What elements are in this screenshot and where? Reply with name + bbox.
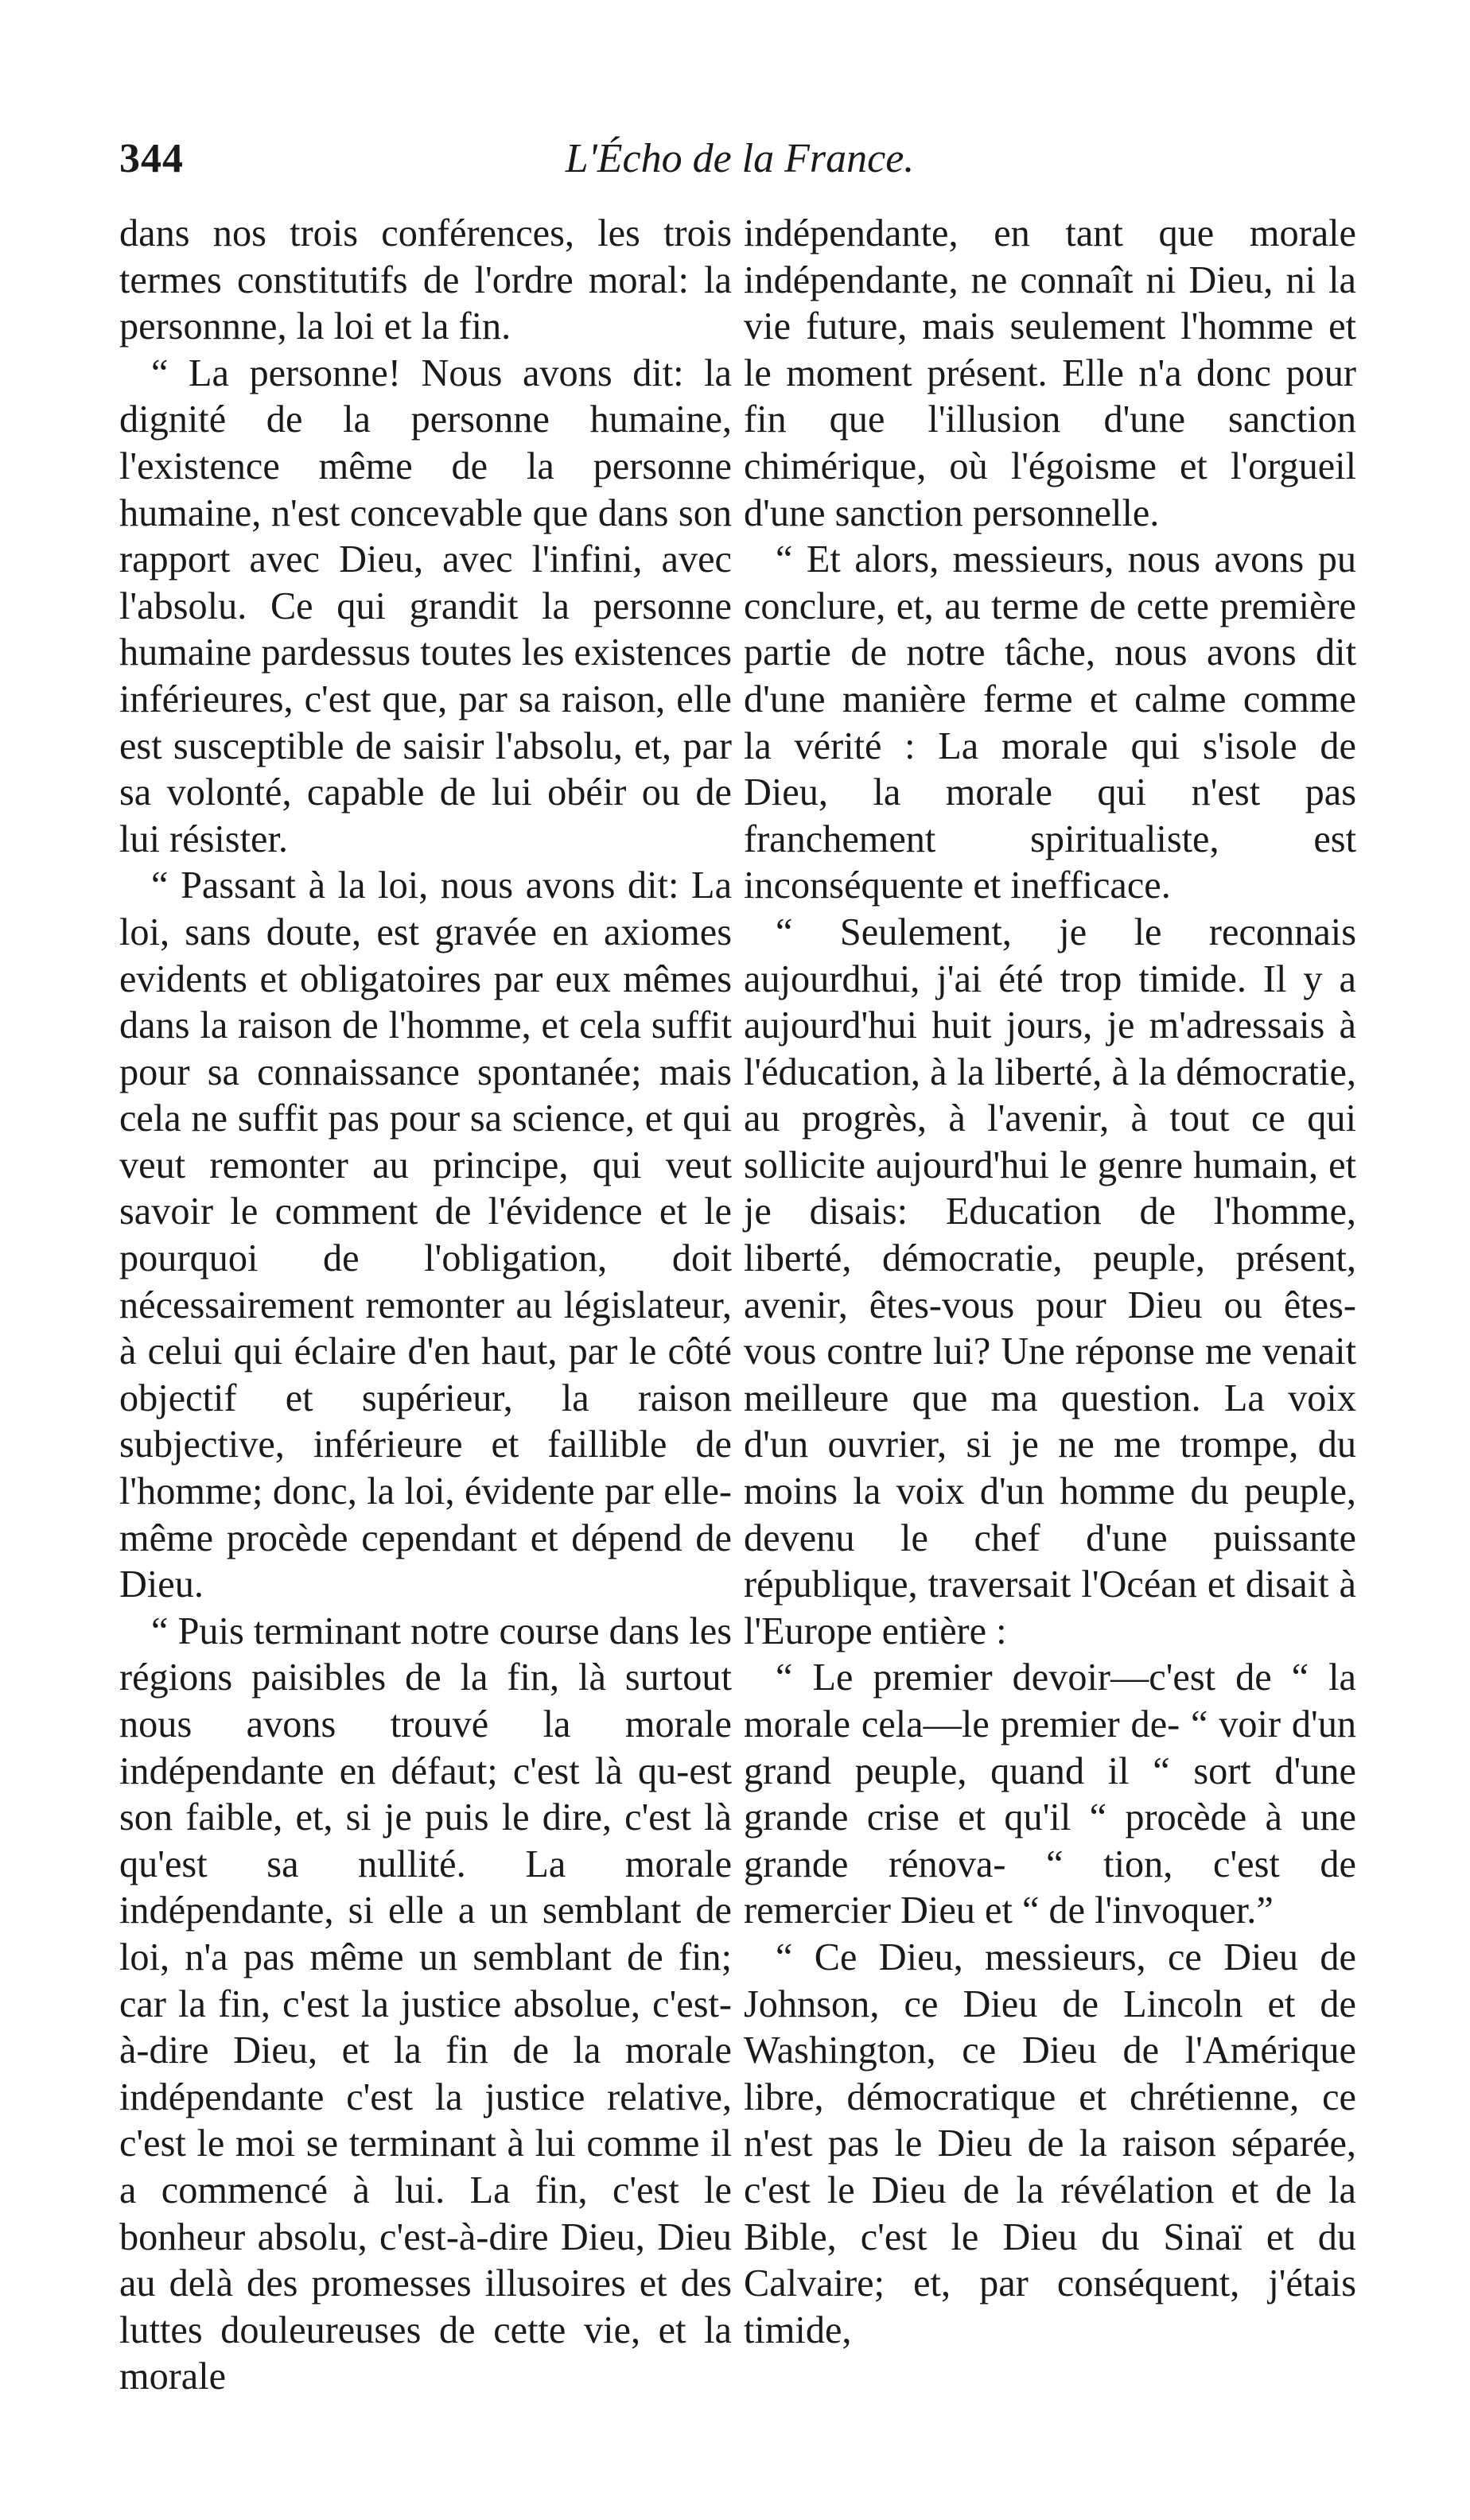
- paragraph: “ Puis terminant notre course dans les régions paisibles de la fin, là surtout nous avons trouvé la morale indépendante en défaut; c'est là qu-est son faible, et, si je puis le dire, c'est là qu'est sa nullité. La morale indépendante, si elle a un semblant de loi, n'a pas même un semblant de fin; car la fin, c'est la justice absolue, c'est-à-dire Dieu, et la fin de la morale indépendante c'est la justice relative, c'est le moi se terminant à lui comme il a commencé à lui. La fin, c'est le bonheur absolu, c'est-à-dire Dieu, Dieu au delà des promesses illusoires et des luttes douleureuses de cette vie, et la morale: [119, 1609, 732, 2398]
- paragraph: “ Et alors, messieurs, nous avons pu conclure, et, au terme de cette première partie de notre tâche, nous avons dit d'une manière ferme et calme comme la vérité : La morale qui s'isole de Dieu, la morale qui n'est pas franchement spiritualiste, est inconséquente et inefficace.: [744, 538, 1356, 907]
- paragraph: “ Ce Dieu, messieurs, ce Dieu de Johnson, ce Dieu de Lincoln et de Washington, ce Dieu de l'Amérique libre, démocratique et chrétienne, ce n'est pas le Dieu de la raison séparée, c'est le Dieu de la révélation et de la Bible, c'est le Dieu du Sinaï et du Calvaire; et, par conséquent, j'étais timide,: [744, 1936, 1356, 2351]
- paragraph: “ Passant à la loi, nous avons dit: La loi, sans doute, est gravée en axiomes evidents et obligatoires par eux mêmes dans la raison de l'homme, et cela suffit pour sa connaissance spontanée; mais cela ne suffit pas pour sa science, et qui veut remonter au principe, qui veut savoir le comment de l'évidence et le pourquoi de l'obligation, doit nécessairement remonter au législateur, à celui qui éclaire d'en haut, par le côté objectif et supérieur, la raison subjective, inférieure et faillible de l'homme; donc, la loi, évidente par elle-même procède cependant et dépend de Dieu.: [119, 864, 732, 1606]
- page-header: [119, 135, 1360, 191]
- paragraph: “ La personne! Nous avons dit: la dignité de la personne humaine, l'existence même de la personne humaine, n'est concevable que dans son rapport avec Dieu, avec l'infini, avec l'absolu. Ce qui grandit la personne humaine pardessus toutes les existences inférieures, c'est que, par sa raison, elle est susceptible de saisir l'absolu, et, par sa volonté, capable de lui obéir ou de lui résister.: [119, 351, 732, 860]
- paragraph: dans nos trois conférences, les trois termes constitutifs de l'ordre moral: la personnne, la loi et la fin.: [119, 212, 732, 348]
- paragraph: indépendante, en tant que morale indépendante, ne connaît ni Dieu, ni la vie future, mais seulement l'homme et le moment présent. Elle n'a donc pour fin que l'illusion d'une sanction chimérique, où l'égoisme et l'orgueil d'une sanction personnelle.: [744, 212, 1356, 534]
- quotation: “ Le premier devoir—c'est de “ la morale cela—le premier de- “ voir d'un grand peuple, quand il “ sort d'une grande crise et qu'il “ procède à une grande rénova- “ tion, c'est de remercier Dieu et “ de l'invoquer.”: [744, 1656, 1356, 1932]
- paragraph: “ Seulement, je le reconnais aujourdhui, j'ai été trop timide. Il y a aujourd'hui huit jours, je m'adressais à l'éducation, à la liberté, à la démocratie, au progrès, à l'avenir, à tout ce qui sollicite aujourd'hui le genre humain, et je disais: Education de l'homme, liberté, démocratie, peuple, présent, avenir, êtes-vous pour Dieu ou êtes-vous contre lui? Une réponse me venait meilleure que ma question. La voix d'un ouvrier, si je ne me trompe, du moins la voix d'un homme du peuple, devenu le chef d'une puissante république, traversait l'Océan et disait à l'Europe entière :: [744, 911, 1356, 1652]
- right-column: [744, 211, 1356, 2354]
- left-column: [119, 211, 732, 2401]
- page-number: 344: [119, 136, 184, 181]
- running-title: L'Écho de la France.: [565, 136, 915, 181]
